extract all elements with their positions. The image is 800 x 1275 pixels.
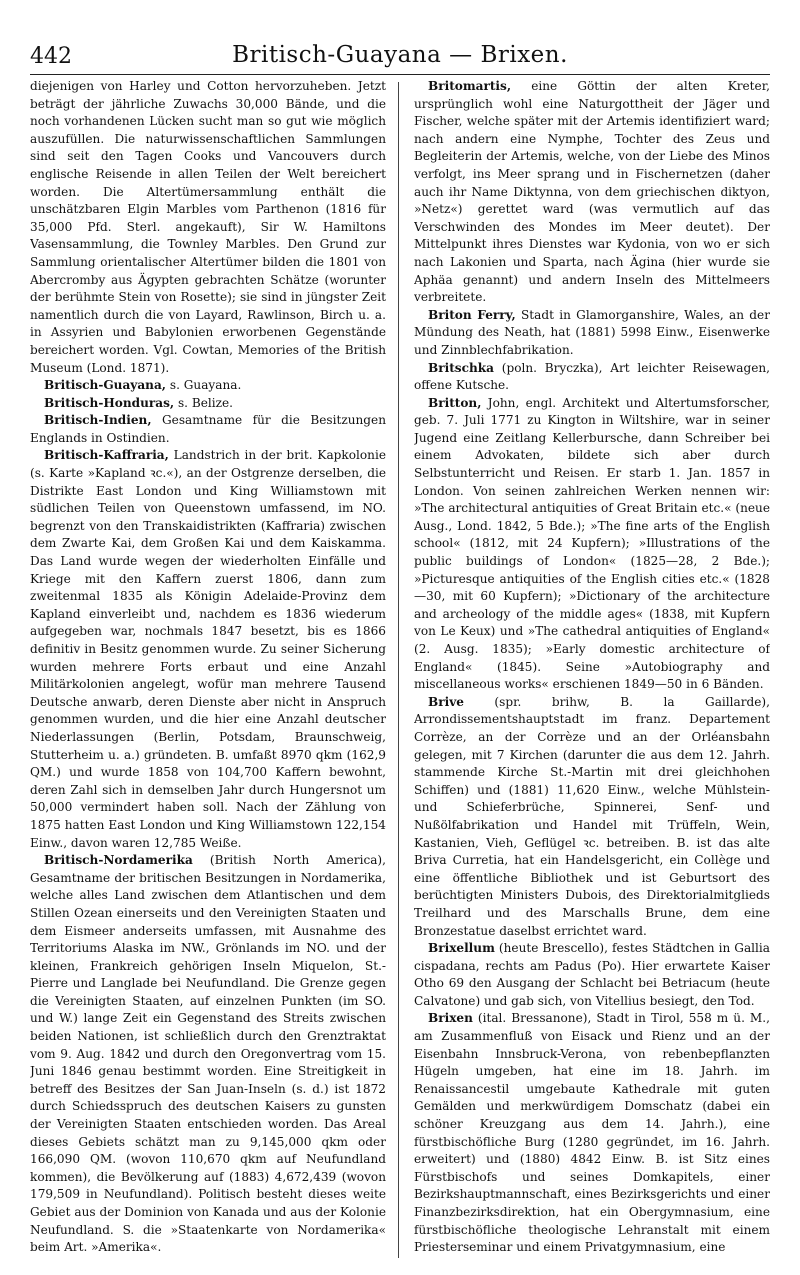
entry-text: John, engl. Architekt und Altertumsforscher, geb. 7. Juli 1771 zu Kington in Wiltshire, war in seiner Jugend eine Zeitlang Kellerbursche, dann Schreiber bei einem Advokaten, bildete sich aber durch Selbstunterricht und Reisen. Er starb 1. Jan. 1857 in London. Von seinen zahlreichen Werken nennen wir: »The architectural antiquities of Great Britain etc.« (neue Ausg., Lond. 1842, 5 Bde.); »The fine arts of the English school« (1812, mit 24 Kupfern); »Illustrations of the public buildings of London« (1825—28, 2 Bde.); »Picturesque antiquities of the English cities etc.« (1828—30, mit 60 Kupfern); »Dictionary of the architecture and archeology of the middle ages« (1838, mit Kupfern von Le Keux) und »The cathedral antiquities of England« (2. Ausg. 1835); »Early domestic architecture of England« (1845). Seine »Autobiography and miscellaneous works« erschienen 1849—50 in 6 Bänden.: [414, 395, 770, 692]
entry-text: (heute Brescello), festes Städtchen in Gallia cispadana, rechts am Padus (Po). Hier erwartete Kaiser Otho 69 den Ausgang der Schlacht bei Betriacum (heute Calvatone) und gab sich, von Vitellius besiegt, den Tod.: [414, 941, 770, 1008]
right-column: [414, 78, 770, 1258]
entry-headword: Britisch-Nordamerika: [44, 853, 193, 868]
entry-text: Stadt in Glamorganshire, Wales, an der Mündung des Neath, hat (1881) 5998 Einw., Eisenwerke und Zinnblechfabrikation.: [414, 307, 770, 357]
entry-text: s. Guayana.: [166, 378, 242, 393]
dictionary-entry: [30, 447, 386, 852]
entry-text: (British North America), Gesamtname der britischen Besitzungen in Nordamerika, welche alles Land zwischen dem Atlantischen und dem Stillen Ozean einerseits und den Vereinigten Staaten und dem Eismeer anderseits umfassen, mit Ausnahme des Territoriums Alaska im NW., Grönlands im NO. und der kleinen, Frankreich gehörigen Inseln Miquelon, St.-Pierre und Langlade bei Neufundland. Die Grenze gegen die Vereinigten Staaten, auf einzelnen Punkten (im SO. und W.) lange Zeit ein Gegenstand des Streits zwischen beiden Nationen, ist schließlich durch den Grenztraktat vom 9. Aug. 1842 und durch den Oregonvertrag vom 15. Juni 1846 genau bestimmt worden. Eine Streitigkeit in betreff des Besitzes der San Juan-Inseln (s. d.) ist 1872 durch Schiedsspruch des deutschen Kaisers zu gunsten der Vereinigten Staaten entschieden worden. Das Areal dieses Gebiets schätzt man zu 9,145,000 qkm oder 166,090 QM. (wovon 110,670 qkm auf Neufundland kommen), die Bevölkerung auf (1883) 4,672,439 (wovon 179,509 in Neufundland). Politisch besteht dieses weite Gebiet aus der Dominion von Kanada und aus der Kolonie Neufundland. S. die »Staatenkarte von Nordamerika« beim Art. »Amerika«.: [30, 853, 386, 1255]
entry-headword: Brixen: [428, 1011, 473, 1026]
dictionary-entry: [30, 852, 386, 1257]
dictionary-entry: [414, 78, 770, 307]
dictionary-entry: [30, 395, 386, 413]
entry-headword: Britisch-Kaffraria,: [44, 448, 169, 463]
entry-text: (spr. brihw, B. la Gaillarde), Arrondissementshauptstadt im franz. Departement Corrèze, an der Corrèze und an der Orléansbahn gelegen, mit 7 Kirchen (darunter die aus dem 12. Jahrh. stammende Kirche St.-Martin mit drei gleichhohen Schiffen) und (1881) 11,620 Einw., welche Mühlstein- und Schieferbrüche, Spinnerei, Senf- und Nußölfabrikation und Handel mit Trüffeln, Wein, Kastanien, Vieh, Geflügel ꝛc. betreiben. B. ist das alte Briva Curretia, hat ein Handelsgericht, ein Collège und eine öffentliche Bibliothek und ist Geburtsort des berüchtigten Ministers Dubois, des Direktorialmitglieds Treilhard und des Marschalls Brune, dem eine Bronzestatue daselbst errichtet ward.: [414, 694, 770, 938]
entry-text: diejenigen von Harley und Cotton hervorzuheben. Jetzt beträgt der jährliche Zuwachs 30,000 Bände, und die noch vorhandenen Lücken sucht man so gut wie möglich auszufüllen. Die naturwissenschaftlichen Sammlungen sind seit den Tagen Cooks und Vancouvers durch englische Reisende in allen Teilen der Welt bereichert worden. Die Altertümersammlung enthält die unschätzbaren Elgin Marbles vom Parthenon (1816 für 35,000 Pfd. Sterl. angekauft), Sir W. Hamiltons Vasensammlung, die Townley Marbles. Den Grund zur Sammlung orientalischer Altertümer bilden die 1801 von Abercromby aus Ägypten gebrachten Schätze (worunter der berühmte Stein von Rosette); sie sind in jüngster Zeit namentlich durch die von Layard, Rawlinson, Birch u. a. in Assyrien und Babylonien erworbenen Gegenstände bereichert worden. Vgl. Cowtan, Memories of the British Museum (Lond. 1871).: [30, 79, 386, 375]
entry-text: (ital. Bressanone), Stadt in Tirol, 558 m ü. M., am Zusammenfluß von Eisack und Rienz und an der Eisenbahn Innsbruck-Verona, von rebenbepflanzten Hügeln umgeben, hat eine im 18. Jahrh. im Renaissancestil umgebaute Kathedrale mit guten Gemälden und merkwürdigem Domschatz (dabei ein schöner Kreuzgang aus dem 14. Jahrh.), eine fürstbischöfliche Burg (1280 gegründet, im 16. Jahrh. erweitert) und (1880) 4842 Einw. B. ist Sitz eines Fürstbischofs und seines Domkapitels, einer Bezirkshauptmannschaft, eines Bezirksgerichts und einer Finanzbezirksdirektion, hat ein Obergymnasium, eine fürstbischöfliche theologische Lehranstalt mit einem Priesterseminar und einem Privatgymnasium, eine: [414, 1011, 770, 1255]
column-divider: [398, 82, 399, 1258]
dictionary-entry: [414, 360, 770, 395]
page-header: [30, 40, 770, 75]
entry-headword: Brive: [428, 694, 464, 709]
dictionary-entry: [30, 412, 386, 447]
dictionary-entry: [414, 395, 770, 694]
entry-headword: Britschka: [428, 360, 494, 375]
entry-continuation: [30, 78, 386, 377]
entry-headword: Briton Ferry,: [428, 307, 516, 322]
dictionary-entry: [30, 377, 386, 395]
page-number: 442: [30, 44, 72, 69]
entry-text: s. Belize.: [174, 395, 234, 410]
dictionary-entry: [414, 940, 770, 1010]
dictionary-entry: [414, 1010, 770, 1256]
entry-headword: Britomartis,: [428, 79, 512, 93]
entry-headword: Britton,: [428, 395, 482, 410]
entry-headword: Britisch-Honduras,: [44, 395, 175, 410]
entry-text: Landstrich in der brit. Kapkolonie (s. Karte »Kapland ꝛc.«), an der Ostgrenze derselben, die Distrikte East London und King Williamstown mit südlichen Teilen von Queenstown umfassend, im NO. begrenzt von den Transkaidistrikten (Kaffraria) zwischen dem Zwarte Kai, dem Großen Kai und dem Kaiskamma. Das Land wurde wegen der wiederholten Einfälle und Kriege mit den Kaffern zuerst 1806, dann zum zweitenmal 1835 als Königin Adelaide-Provinz dem Kapland einverleibt und, nachdem es 1836 wiederum aufgegeben war, nochmals 1847 besetzt, bis es 1866 definitiv in Besitz genommen wurde. Zu seiner Sicherung wurden mehrere Forts erbaut und eine Anzahl Militärkolonien angelegt, wofür man mehrere Tausend Deutsche anwarb, deren Dienste aber nicht in Anspruch genommen wurden, und die hier eine Anzahl deutscher Niederlassungen (Berlin, Potsdam, Braunschweig, Stutterheim u. a.) gründeten. B. umfaßt 8970 qkm (162,9 QM.) und wurde 1858 von 104,700 Kaffern bewohnt, deren Zahl sich in demselben Jahr durch Hungersnot um 50,000 vermindert haben soll. Nach der Zählung von 1875 hatten East London und King Williamstown 122,154 Einw., davon waren 12,785 Weiße.: [30, 448, 386, 850]
dictionary-entry: [414, 694, 770, 940]
left-column: [30, 78, 386, 1258]
running-title: Britisch-Guayana — Brixen.: [232, 42, 568, 68]
entry-headword: Brixellum: [428, 941, 495, 956]
entry-headword: Britisch-Indien,: [44, 413, 152, 428]
entry-headword: Britisch-Guayana,: [44, 378, 167, 393]
entry-text: (poln. Bryczka), Art leichter Reisewagen, offene Kutsche.: [414, 360, 770, 393]
dictionary-entry: [414, 307, 770, 360]
entry-text: eine Göttin der alten Kreter, ursprünglich wohl eine Naturgottheit der Jäger und Fischer, welche später mit der Artemis identifiziert ward; nach andern eine Nymphe, Tochter des Zeus und Begleiterin der Artemis, welche, von der Liebe des Minos verfolgt, ins Meer sprang und in Fischernetzen (daher auch ihr Name Diktynna, von dem griechischen diktyon, »Netz«) gerettet ward (was vermutlich auf das Verschwinden des Mondes im Meer deutet). Der Mittelpunkt ihres Dienstes war Kydonia, von wo er sich nach Lakonien und Sparta, nach Ägina (hier wurde sie Aphäa genannt) und andern Inseln des Mittelmeers verbreitete.: [414, 79, 770, 305]
entry-text: Gesamtname für die Besitzungen Englands in Ostindien.: [30, 413, 386, 445]
